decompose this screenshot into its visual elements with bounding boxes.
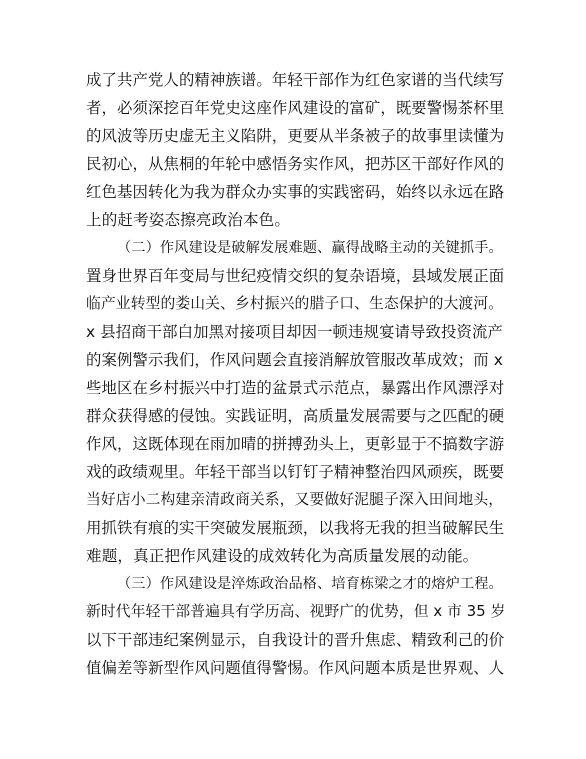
paragraph-line: 红色基因转化为我为群众办实事的实践密码，始终以永远在路	[86, 183, 505, 201]
paragraph-line: 的案例警示我们，作风问题会直接消解放管服改革成效；而 x	[86, 351, 503, 369]
paragraph-line: 的风波等历史虚无主义陷阱，更要从半条被子的故事里读懂为	[86, 127, 505, 145]
paragraph-line: 戏的政绩观里。年轻干部当以钉钉子精神整治四风顽疾，既要	[86, 463, 505, 481]
paragraph-line: 当好店小二构建亲清政商关系，又要做好泥腿子深入田间地头，	[86, 491, 504, 508]
paragraph-line: 值偏差等新型作风问题值得警惕。作风问题本质是世界观、人	[86, 659, 505, 677]
paragraph-line: 作风，这既体现在雨加晴的拼搏劲头上，更彰显于不搞数字游	[86, 435, 505, 453]
paragraph-line: 难题，真正把作风建设的成效转化为高质量发展的动能。	[86, 547, 479, 565]
paragraph-line: 些地区在乡村振兴中打造的盆景式示范点，暴露出作风漂浮对	[86, 379, 505, 397]
body-text	[86, 66, 506, 682]
paragraph-line: x 县招商干部白加黑对接项目却因一顿违规宴请导致投资流产	[86, 323, 503, 341]
paragraph-line: 民初心，从焦桐的年轮中感悟务实作风，把苏区干部好作风的	[86, 155, 505, 173]
paragraph-line: 临产业转型的娄山关、乡村振兴的腊子口、生态保护的大渡河。	[86, 295, 504, 312]
paragraph-line: 上的赶考姿态擦亮政治本色。	[86, 211, 291, 229]
paragraph-line: 用抓铁有痕的实干突破发展瓶颈，以我将无我的担当破解民生	[86, 519, 505, 537]
section-heading-2: （二）作风建设是破解发展难题、赢得战略主动的关键抓手。	[117, 240, 503, 256]
paragraph-line: 以下干部违纪案例显示，自我设计的晋升焦虑、精致利己的价	[86, 631, 505, 649]
paragraph-line: 置身世界百年变局与世纪疫情交织的复杂语境，县域发展正面	[86, 267, 505, 285]
paragraph-line: 新时代年轻干部普遍具有学历高、视野广的优势，但 x 市 35 岁	[86, 603, 506, 620]
paragraph-line: 群众获得感的侵蚀。实践证明，高质量发展需要与之匹配的硬	[86, 407, 505, 425]
section-heading-3: （三）作风建设是淬炼政治品格、培育栋梁之才的熔炉工程。	[117, 576, 503, 592]
paragraph-line: 者，必须深挖百年党史这座作风建设的富矿，既要警惕茶杯里	[86, 99, 505, 117]
paragraph-line: 成了共产党人的精神族谱。年轻干部作为红色家谱的当代续写	[86, 71, 505, 89]
